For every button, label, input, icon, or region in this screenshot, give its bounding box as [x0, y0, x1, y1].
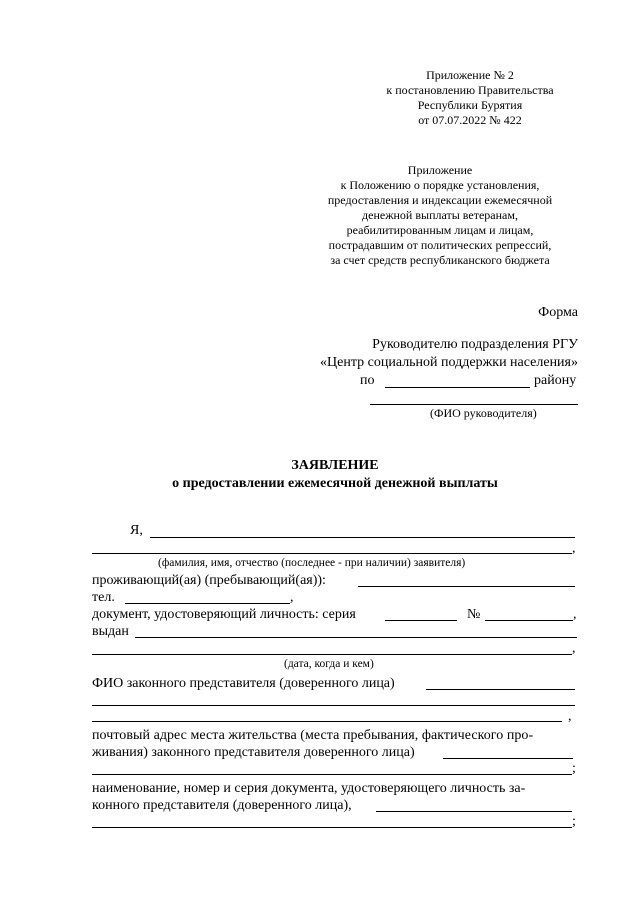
appendix-header-line: Приложение № 2 [426, 68, 514, 82]
regulation-header-line: за счет средств республиканского бюджета [330, 253, 550, 267]
regulation-header-line: денежной выплаты ветеранам, [362, 208, 518, 222]
postal-address-label-2: живания) законного представителя доверенного лица) [92, 745, 415, 760]
rep-id-document-field-line-2[interactable] [92, 827, 572, 828]
addressee-line-1: Руководителю подразделения РГУ [372, 337, 578, 352]
issued-by-field-line-2[interactable] [92, 654, 572, 655]
phone-field-line[interactable] [125, 603, 290, 604]
applicant-i-label: Я, [130, 523, 143, 538]
semicolon: ; [572, 761, 576, 776]
document-subtitle: о предоставлении ежемесячной денежной выплаты [172, 476, 498, 491]
rep-id-document-label-2: конного представителя (доверенного лица), [92, 798, 352, 813]
rep-id-document-field-line-1[interactable] [376, 811, 572, 812]
regulation-header-line: к Положению о порядке установления, [340, 178, 540, 192]
appendix-header-line: от 07.07.2022 № 422 [418, 113, 522, 127]
comma: , [568, 709, 572, 724]
regulation-header-line: Приложение [407, 163, 473, 177]
appendix-header-line: Республики Бурятия [417, 98, 523, 112]
postal-address-field-line-1[interactable] [443, 758, 573, 759]
representative-fio-field-line-1[interactable] [426, 689, 575, 690]
applicant-fio-field-line-2[interactable] [92, 553, 572, 554]
regulation-header-line: предоставления и индексации ежемесячной [327, 193, 553, 207]
district-field-line[interactable] [385, 387, 530, 388]
representative-fio-label: ФИО законного представителя (доверенного лица) [92, 676, 395, 691]
phone-label: тел. [92, 590, 115, 605]
comma: , [572, 641, 576, 656]
residence-label: проживающий(ая) (пребывающий(ая)): [92, 573, 326, 588]
regulation-header [300, 163, 580, 268]
id-series-field-line[interactable] [385, 620, 457, 621]
representative-fio-field-line-3[interactable] [92, 721, 562, 722]
postal-address-label-1: почтовый адрес места жительства (места пребывания, фактического про- [92, 728, 534, 743]
representative-fio-field-line-2[interactable] [92, 705, 575, 706]
appendix-header-line: к постановлению Правительства [386, 83, 554, 97]
applicant-fio-field-line-1[interactable] [150, 537, 575, 538]
rep-id-document-label-1: наименование, номер и серия документа, удостоверяющего личность за- [92, 781, 526, 796]
regulation-header-line: пострадавшим от политических репрессий, [328, 238, 552, 252]
addressee-district-label: району [534, 373, 577, 388]
document-title: ЗАЯВЛЕНИЕ [291, 458, 379, 473]
postal-address-field-line-2[interactable] [92, 774, 572, 775]
comma: , [572, 541, 576, 556]
addressee-by-label: по [360, 373, 375, 388]
head-fio-field-line[interactable] [370, 404, 578, 405]
form-label: Форма [538, 305, 578, 320]
comma: , [290, 590, 294, 605]
id-number-sign: № [467, 607, 481, 622]
addressee-line-2: «Центр социальной поддержки населения» [320, 355, 578, 370]
comma: , [573, 607, 577, 622]
applicant-fio-caption: (фамилия, имя, отчество (последнее - при наличии) заявителя) [158, 557, 466, 569]
id-number-field-line[interactable] [485, 620, 573, 621]
head-fio-caption: (ФИО руководителя) [430, 406, 537, 420]
appendix-header [360, 68, 580, 128]
issued-by-field-line-1[interactable] [135, 637, 577, 638]
residence-field-line[interactable] [358, 586, 575, 587]
semicolon: ; [572, 814, 576, 829]
issued-by-label: выдан [92, 624, 129, 639]
regulation-header-line: реабилитированным лицам и лицам, [346, 223, 534, 237]
id-document-label: документ, удостоверяющий личность: серия [92, 607, 356, 622]
issue-date-caption: (дата, когда и кем) [284, 658, 374, 670]
